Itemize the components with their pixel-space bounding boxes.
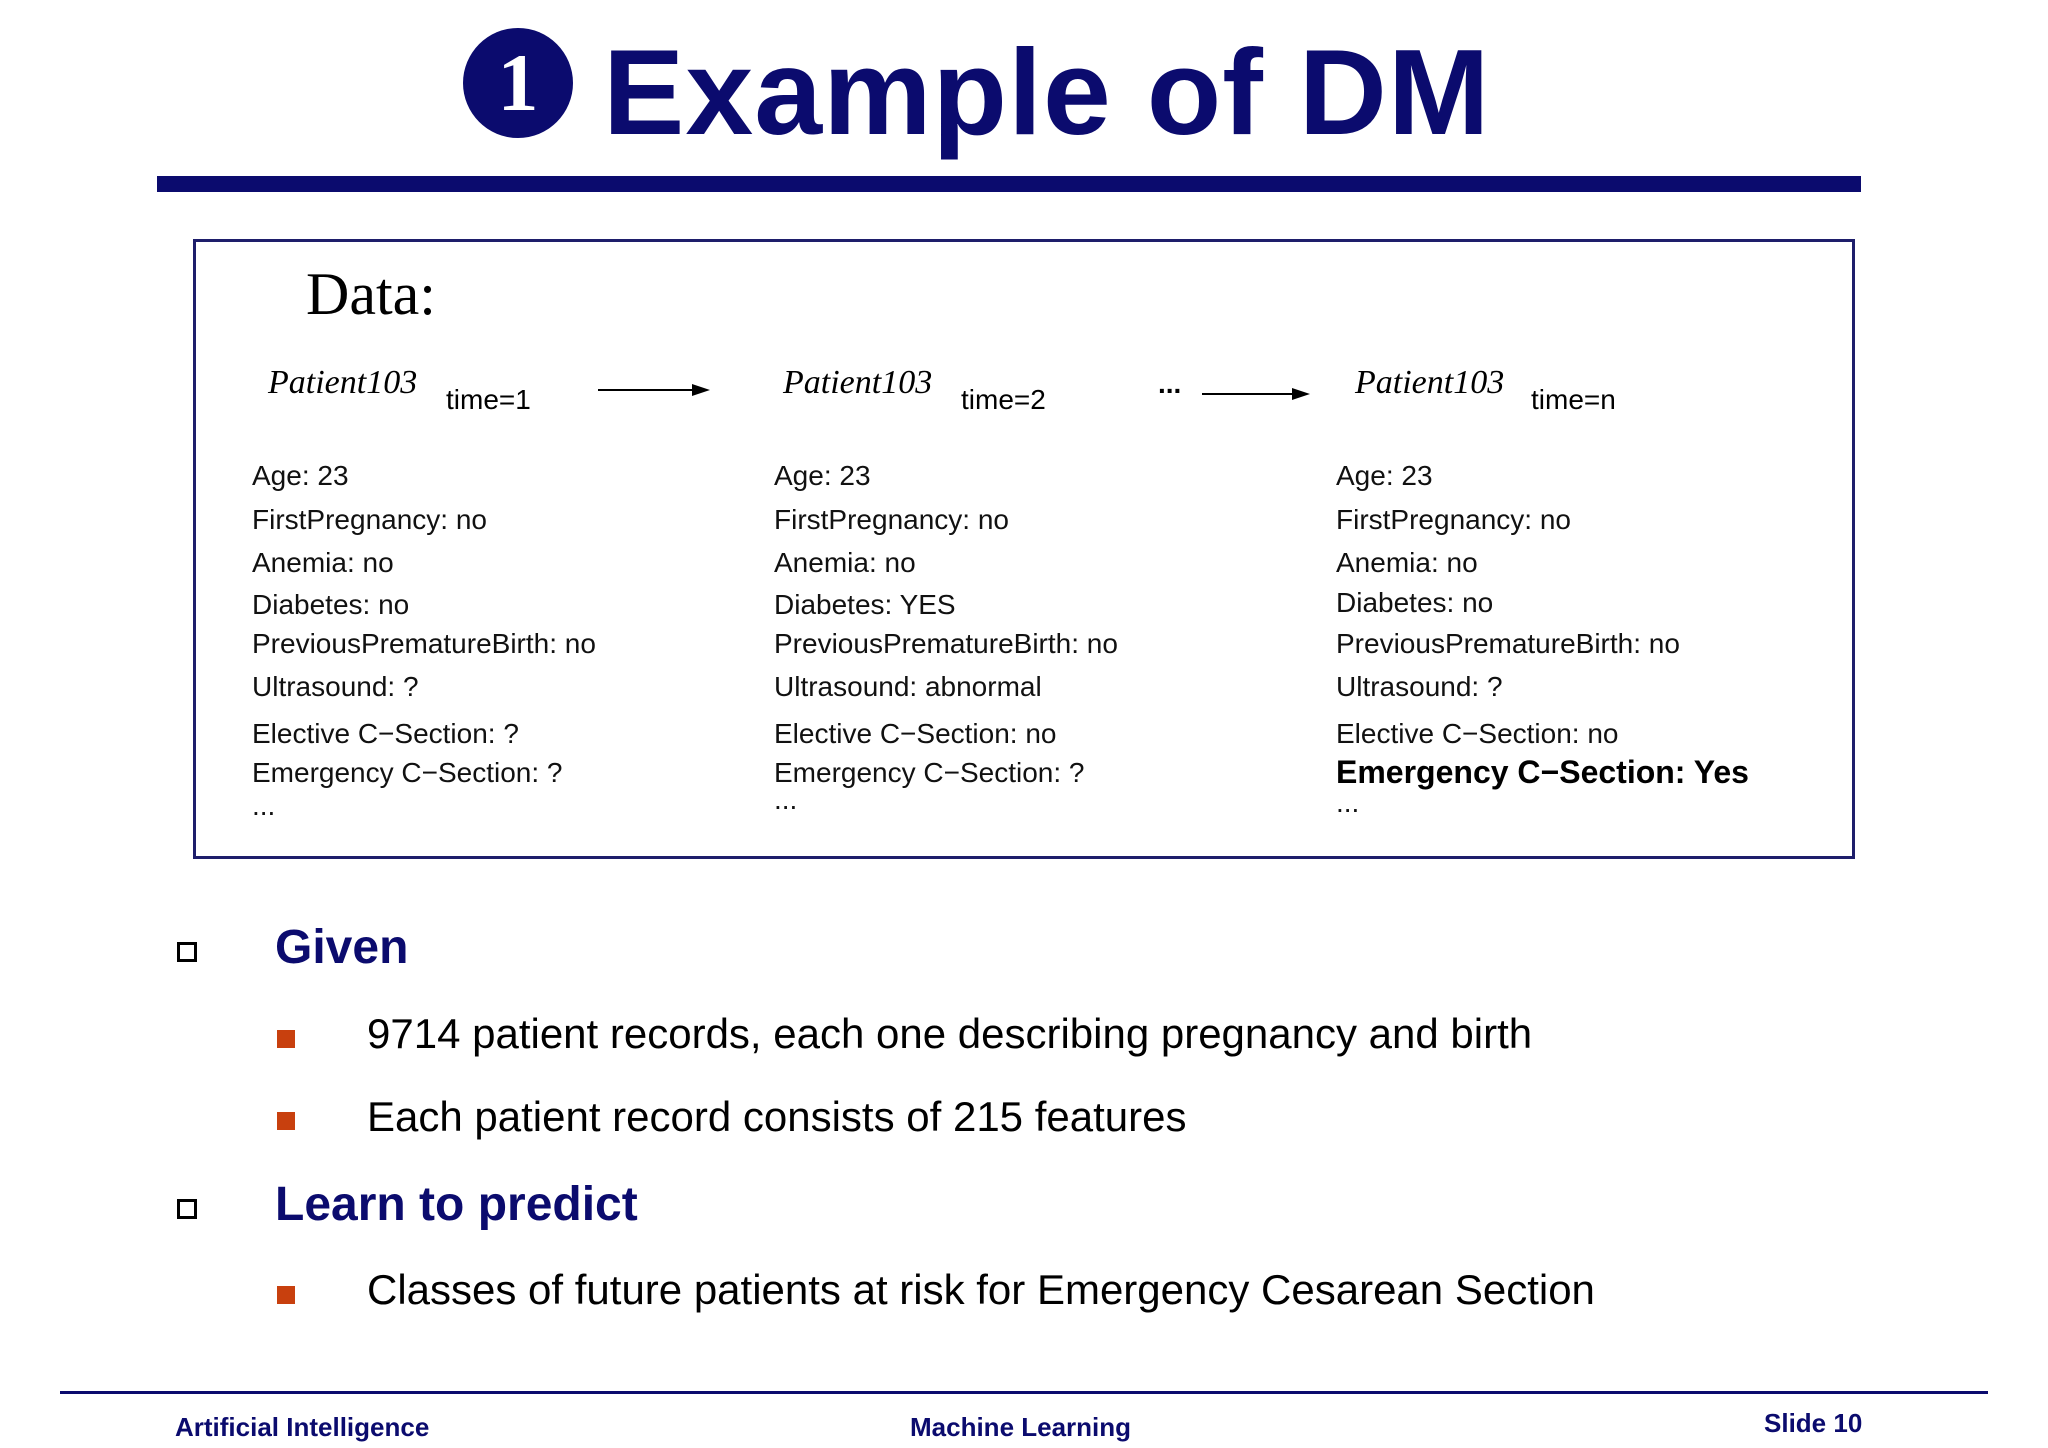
footer-rule — [60, 1391, 1988, 1394]
footer-topic: Machine Learning — [910, 1412, 1132, 1442]
field-ellipsis: ... — [1336, 787, 1360, 818]
arrow-right-icon — [596, 380, 712, 400]
field-first-pregnancy: FirstPregnancy: no — [1336, 504, 1571, 535]
field-previous-premature-birth: PreviousPrematureBirth: no — [774, 628, 1118, 659]
footer-course: Artificial Intelligence — [175, 1412, 430, 1442]
field-ultrasound: Ultrasound: ? — [1336, 671, 1503, 702]
title-rule — [157, 176, 1861, 192]
data-panel — [193, 239, 1855, 859]
field-diabetes: Diabetes: no — [1336, 587, 1494, 618]
patient-record-time-2 — [721, 242, 1281, 856]
field-first-pregnancy: FirstPregnancy: no — [774, 504, 1009, 535]
bullet-item: Each patient record consists of 215 features — [367, 1093, 1187, 1140]
square-bullet-icon — [177, 942, 197, 962]
field-age: Age: 23 — [1336, 460, 1433, 491]
number-badge: 1 — [463, 28, 573, 138]
time-label: time=2 — [961, 384, 1046, 415]
field-emergency-c-section: Emergency C−Section: ? — [252, 757, 563, 788]
time-label: time=n — [1531, 384, 1616, 415]
field-ultrasound: Ultrasound: abnormal — [774, 671, 1042, 702]
field-age: Age: 23 — [252, 460, 349, 491]
field-ultrasound: Ultrasound: ? — [252, 671, 419, 702]
bullet-heading-learn-to-predict: Learn to predict — [275, 1178, 638, 1231]
field-elective-c-section: Elective C−Section: no — [1336, 718, 1619, 749]
field-ellipsis: ... — [774, 784, 798, 815]
ellipsis: ... — [1158, 368, 1182, 399]
field-diabetes: Diabetes: no — [252, 589, 410, 620]
patient-name: Patient103 — [1355, 364, 1505, 401]
field-emergency-c-section: Emergency C−Section: ? — [774, 757, 1085, 788]
slide-number: Slide 10 — [1764, 1408, 1863, 1438]
title-text: Example of DM — [603, 24, 1491, 160]
bullet-item: 9714 patient records, each one describing pregnancy and birth — [367, 1010, 1533, 1057]
field-previous-premature-birth: PreviousPrematureBirth: no — [252, 628, 596, 659]
field-anemia: Anemia: no — [252, 547, 394, 578]
field-previous-premature-birth: PreviousPrematureBirth: no — [1336, 628, 1680, 659]
field-age: Age: 23 — [774, 460, 871, 491]
patient-record-time-1 — [196, 242, 716, 856]
field-anemia: Anemia: no — [774, 547, 916, 578]
field-elective-c-section: Elective C−Section: no — [774, 718, 1057, 749]
field-anemia: Anemia: no — [1336, 547, 1478, 578]
square-bullet-icon — [177, 1199, 197, 1219]
data-heading: Data: — [306, 261, 436, 327]
bullet-heading-given: Given — [275, 921, 409, 974]
field-emergency-c-section: Emergency C−Section: Yes — [1336, 754, 1749, 790]
red-square-bullet-icon — [277, 1030, 295, 1048]
patient-name: Patient103 — [268, 364, 418, 401]
patient-name: Patient103 — [783, 364, 933, 401]
field-elective-c-section: Elective C−Section: ? — [252, 718, 519, 749]
time-label: time=1 — [446, 384, 531, 415]
bullet-item: Classes of future patients at risk for Emergency Cesarean Section — [367, 1266, 1595, 1313]
field-ellipsis: ... — [252, 790, 276, 821]
field-diabetes: Diabetes: YES — [774, 589, 956, 620]
patient-record-time-n — [1296, 242, 1856, 856]
slide-title — [463, 24, 1963, 168]
red-square-bullet-icon — [277, 1286, 295, 1304]
field-first-pregnancy: FirstPregnancy: no — [252, 504, 487, 535]
red-square-bullet-icon — [277, 1112, 295, 1130]
